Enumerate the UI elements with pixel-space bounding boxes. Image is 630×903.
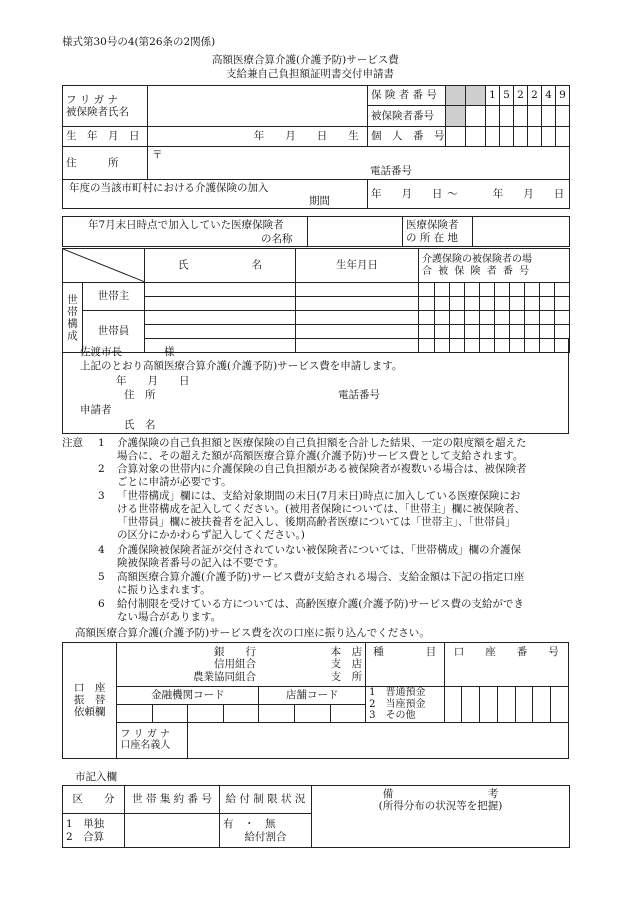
personal-number-digit[interactable] — [528, 127, 542, 147]
household-section-label: 世帯構成 — [63, 283, 83, 353]
applicant-name-label: 氏 名 — [124, 419, 156, 431]
account-type-option[interactable]: 2 当座預金 — [369, 698, 426, 710]
city-restrict-label: 給 付 制 限 状 況 — [220, 786, 312, 814]
branch-type-head: 本 店 — [330, 646, 363, 659]
diagonal-line — [63, 249, 145, 282]
insured-number-digit[interactable] — [486, 106, 500, 127]
bank-left-2: 振 替 — [73, 694, 106, 707]
insurer-digit — [446, 86, 466, 106]
city-remarks[interactable] — [312, 786, 570, 848]
med-addr-label-1: 医療保険者 — [406, 219, 459, 232]
insured-number-digit[interactable] — [466, 106, 486, 127]
bank-type-credit: 信用組合 — [213, 658, 256, 671]
branch-name-field[interactable] — [259, 643, 366, 687]
note-line: 「世帯員」欄に被扶養者を記入し、後期高齢者医療については「世帯主」、「世帯員」 — [117, 516, 516, 528]
bank-account-table — [62, 642, 569, 759]
bank-section-label — [63, 643, 117, 759]
account-type-option[interactable]: 3 その他 — [369, 710, 416, 721]
medical-insurer-label-2: の名称 — [261, 233, 293, 245]
personal-number-digit[interactable] — [556, 127, 570, 147]
account-holder-field[interactable] — [188, 722, 569, 758]
account-type-label: 種 目 — [366, 643, 444, 687]
medical-insurer-table — [62, 216, 570, 247]
personal-number-label: 個 人 番 号 — [368, 127, 446, 147]
city-setai-label: 世 帯 集 約 番 号 — [125, 786, 220, 814]
branch-code-digit[interactable] — [295, 704, 331, 722]
address-label: 住 所 — [63, 147, 148, 180]
insurer-digit: 1 — [486, 86, 500, 106]
household-corner — [63, 249, 145, 283]
restrict-value[interactable]: 有 ・ 無 — [223, 818, 276, 831]
kaigo-label-1: 介護保険の被保険者の場 — [422, 254, 532, 265]
applicant-phone-label: 電話番号 — [338, 389, 380, 401]
bank-code-digit[interactable] — [188, 704, 224, 722]
account-holder-label — [117, 722, 188, 758]
branch-code-digit[interactable] — [259, 704, 295, 722]
household-member-label: 世帯員 — [83, 311, 145, 353]
account-digit[interactable] — [515, 687, 533, 723]
note-line: 「世帯構成」欄には、支給対象期間の末日(7月末日)時点に加入している医療保険にお — [117, 490, 521, 502]
insured-number-label: 被保険者番号 — [368, 106, 446, 127]
note-number: 3 — [98, 490, 105, 502]
insurance-period-label: 年度の当該市町村における介護保険の加入 — [69, 182, 269, 194]
applicant-info-table — [62, 85, 570, 209]
title-line-1: 高額医療合算介護(介護予防)サービス費 — [212, 54, 399, 66]
restrict-rate: 給付割合 — [244, 830, 287, 843]
note-line: 給付制限を受けている方については、高齢医療介護(介護予防)サービス費の支給ができ — [117, 598, 524, 610]
city-section-title: 市記入欄 — [75, 771, 117, 783]
dob-field[interactable]: 年 月 日 生 — [148, 127, 368, 147]
insured-name-label-cell — [63, 86, 148, 127]
notes-heading: 注意 — [62, 437, 83, 449]
insurer-digit: 5 — [500, 86, 514, 106]
household-dob-field[interactable] — [296, 325, 419, 339]
declaration-text: 上記のとおり高額医療合算介護(介護予防)サービス費を申請します。 — [80, 360, 403, 372]
household-table — [62, 248, 570, 353]
bank-code-label: 金融機関コード — [117, 687, 259, 705]
branch-code-digit[interactable] — [330, 704, 366, 722]
application-date[interactable]: 年 月 日 — [116, 375, 190, 387]
city-restrict-field[interactable] — [220, 814, 312, 848]
account-digit[interactable] — [551, 687, 569, 723]
branch-type-branch: 支 店 — [330, 658, 363, 671]
account-digit[interactable] — [497, 687, 515, 723]
note-line: 高額医療合算介護(介護予防)サービス費が支給される場合、支給金額は下記の指定口座 — [117, 571, 525, 583]
household-name-field[interactable] — [145, 283, 296, 297]
city-kubun-label: 区 分 — [63, 786, 125, 814]
holder-name-label: 口座名義人 — [120, 740, 171, 751]
bank-code-digit[interactable] — [117, 704, 153, 722]
branch-type-sub: 支 所 — [330, 670, 363, 683]
form-number: 様式第30号の4(第26条の2関係) — [62, 36, 216, 48]
insured-number-digit[interactable] — [528, 106, 542, 127]
city-remarks-note: (所得分布の状況等を把握) — [378, 800, 503, 813]
dob-label: 生 年 月 日 — [63, 127, 148, 147]
insurer-digit: 2 — [514, 86, 528, 106]
insurance-period-label-cell — [63, 180, 368, 209]
bank-code-digit[interactable] — [152, 704, 188, 722]
note-number: 6 — [98, 598, 105, 610]
insured-number-digit — [446, 106, 466, 127]
note-number: 1 — [98, 437, 105, 449]
household-name-field[interactable] — [145, 325, 296, 339]
bank-type-bank: 銀 行 — [213, 646, 256, 659]
personal-number-digit[interactable] — [446, 127, 466, 147]
household-dob-field[interactable] — [296, 311, 419, 325]
postal-mark: 〒 — [152, 149, 163, 161]
household-dob-field[interactable] — [296, 297, 419, 311]
account-number-label: 口 座 番 号 — [444, 643, 569, 687]
bank-intro: 高額医療合算介護(介護予防)サービス費を次の口座に振り込んでください。 — [75, 627, 430, 639]
personal-number-digit[interactable] — [514, 127, 528, 147]
personal-number-digit[interactable] — [500, 127, 514, 147]
insurer-number-label: 保 険 者 番 号 — [368, 86, 446, 106]
bank-name-field[interactable] — [117, 643, 259, 687]
insurer-digit: 2 — [528, 86, 542, 106]
medical-insurer-label-cell — [63, 217, 308, 247]
furigana-label: フ リ ガ ナ — [66, 93, 119, 106]
bank-left-1: 口 座 — [73, 682, 106, 695]
insured-number-digit[interactable] — [542, 106, 556, 127]
account-digit[interactable] — [444, 687, 462, 723]
kubun-option[interactable]: 2 合算 — [66, 830, 105, 843]
account-type-options[interactable] — [366, 687, 444, 723]
city-kubun-options[interactable] — [63, 814, 125, 848]
city-remarks-label: 備 考 — [382, 788, 499, 800]
household-name-field[interactable] — [145, 311, 296, 325]
insurance-period-field[interactable]: 年 月 日〜 年 月 日 — [368, 180, 570, 209]
address-field[interactable] — [148, 147, 570, 180]
branch-code-label: 店舗コード — [259, 687, 366, 705]
medical-insurer-address-label — [403, 217, 473, 247]
note-line: 険被保険者番号の記入は不要です。 — [117, 557, 285, 569]
account-type-option[interactable]: 1 普通預金 — [369, 687, 426, 698]
bank-type-agri: 農業協同組合 — [192, 670, 256, 683]
medical-insurer-address-field[interactable] — [473, 217, 570, 247]
personal-number-digit[interactable] — [466, 127, 486, 147]
note-line: に振り込まれます。 — [117, 584, 211, 596]
insurer-digit: 4 — [542, 86, 556, 106]
note-line: ごとに申請が必要です。 — [117, 476, 232, 488]
note-line: ける世帯構成を記入してください。(被用者保険については、「世帯主」欄に被保険者、 — [117, 503, 526, 515]
title-line-2: 支給兼自己負担額証明書交付申請書 — [226, 68, 394, 80]
insured-name-label: 被保険者氏名 — [66, 106, 129, 118]
note-line: 介護保険被保険者証が交付されていない被保険者については、「世帯構成」欄の介護保 — [117, 544, 522, 556]
note-line: 合算対象の世帯内に介護保険の自己負担額がある被保険者が複数いる場合は、被保険者 — [117, 463, 527, 475]
note-line: 場合に、その超えた額が高額医療合算介護(介護予防)サービス費として支給されます。 — [117, 450, 524, 462]
insurance-period-label-2: 期間 — [309, 195, 330, 207]
kubun-option[interactable]: 1 単独 — [66, 818, 105, 831]
household-name-field[interactable] — [145, 297, 296, 311]
note-line: の区分にかかわらず記入してください。) — [117, 529, 305, 541]
insured-number-digit[interactable] — [500, 106, 514, 127]
insured-name-field[interactable] — [148, 86, 368, 127]
city-use-table — [62, 785, 570, 848]
household-head-label: 世帯主 — [83, 283, 145, 311]
account-digit[interactable] — [480, 687, 498, 723]
note-number: 4 — [98, 544, 105, 556]
bank-code-digit[interactable] — [223, 704, 259, 722]
account-digit[interactable] — [533, 687, 551, 723]
note-number: 2 — [98, 463, 105, 475]
personal-number-digit[interactable] — [486, 127, 500, 147]
insured-number-digit[interactable] — [514, 106, 528, 127]
note-line: 介護保険の自己負担額と医療保険の自己負担額を合計した結果、一定の限度額を超えた — [117, 437, 527, 449]
city-setai-field[interactable] — [125, 814, 220, 848]
household-col-kaigo — [419, 249, 570, 283]
holder-furigana-label: フ リ ガ ナ — [120, 728, 170, 740]
medical-insurer-label: 年7月末日時点で加入していた医療保険者 — [88, 219, 284, 231]
note-line: ない場合があります。 — [117, 611, 222, 623]
insurer-digit: 9 — [556, 86, 570, 106]
bank-left-3: 依頼欄 — [73, 706, 106, 719]
household-dob-field[interactable] — [296, 283, 419, 297]
personal-number-digit[interactable] — [542, 127, 556, 147]
kaigo-label-2: 合 被 保 険 者 番 号 — [422, 265, 531, 277]
household-col-dob: 生年月日 — [296, 249, 419, 283]
account-digit[interactable] — [462, 687, 480, 723]
note-number: 5 — [98, 571, 105, 583]
applicant-label: 申請者 — [80, 404, 112, 416]
mayor-address: 佐渡市長 様 — [80, 346, 175, 358]
insurer-digit — [466, 86, 486, 106]
phone-label: 電話番号 — [370, 165, 412, 177]
med-addr-label-2: の 所 在 地 — [406, 231, 459, 244]
insured-number-digit[interactable] — [556, 106, 570, 127]
household-col-name: 氏 名 — [145, 249, 296, 283]
medical-insurer-field[interactable] — [308, 217, 403, 247]
applicant-address-label: 住 所 — [124, 389, 156, 401]
